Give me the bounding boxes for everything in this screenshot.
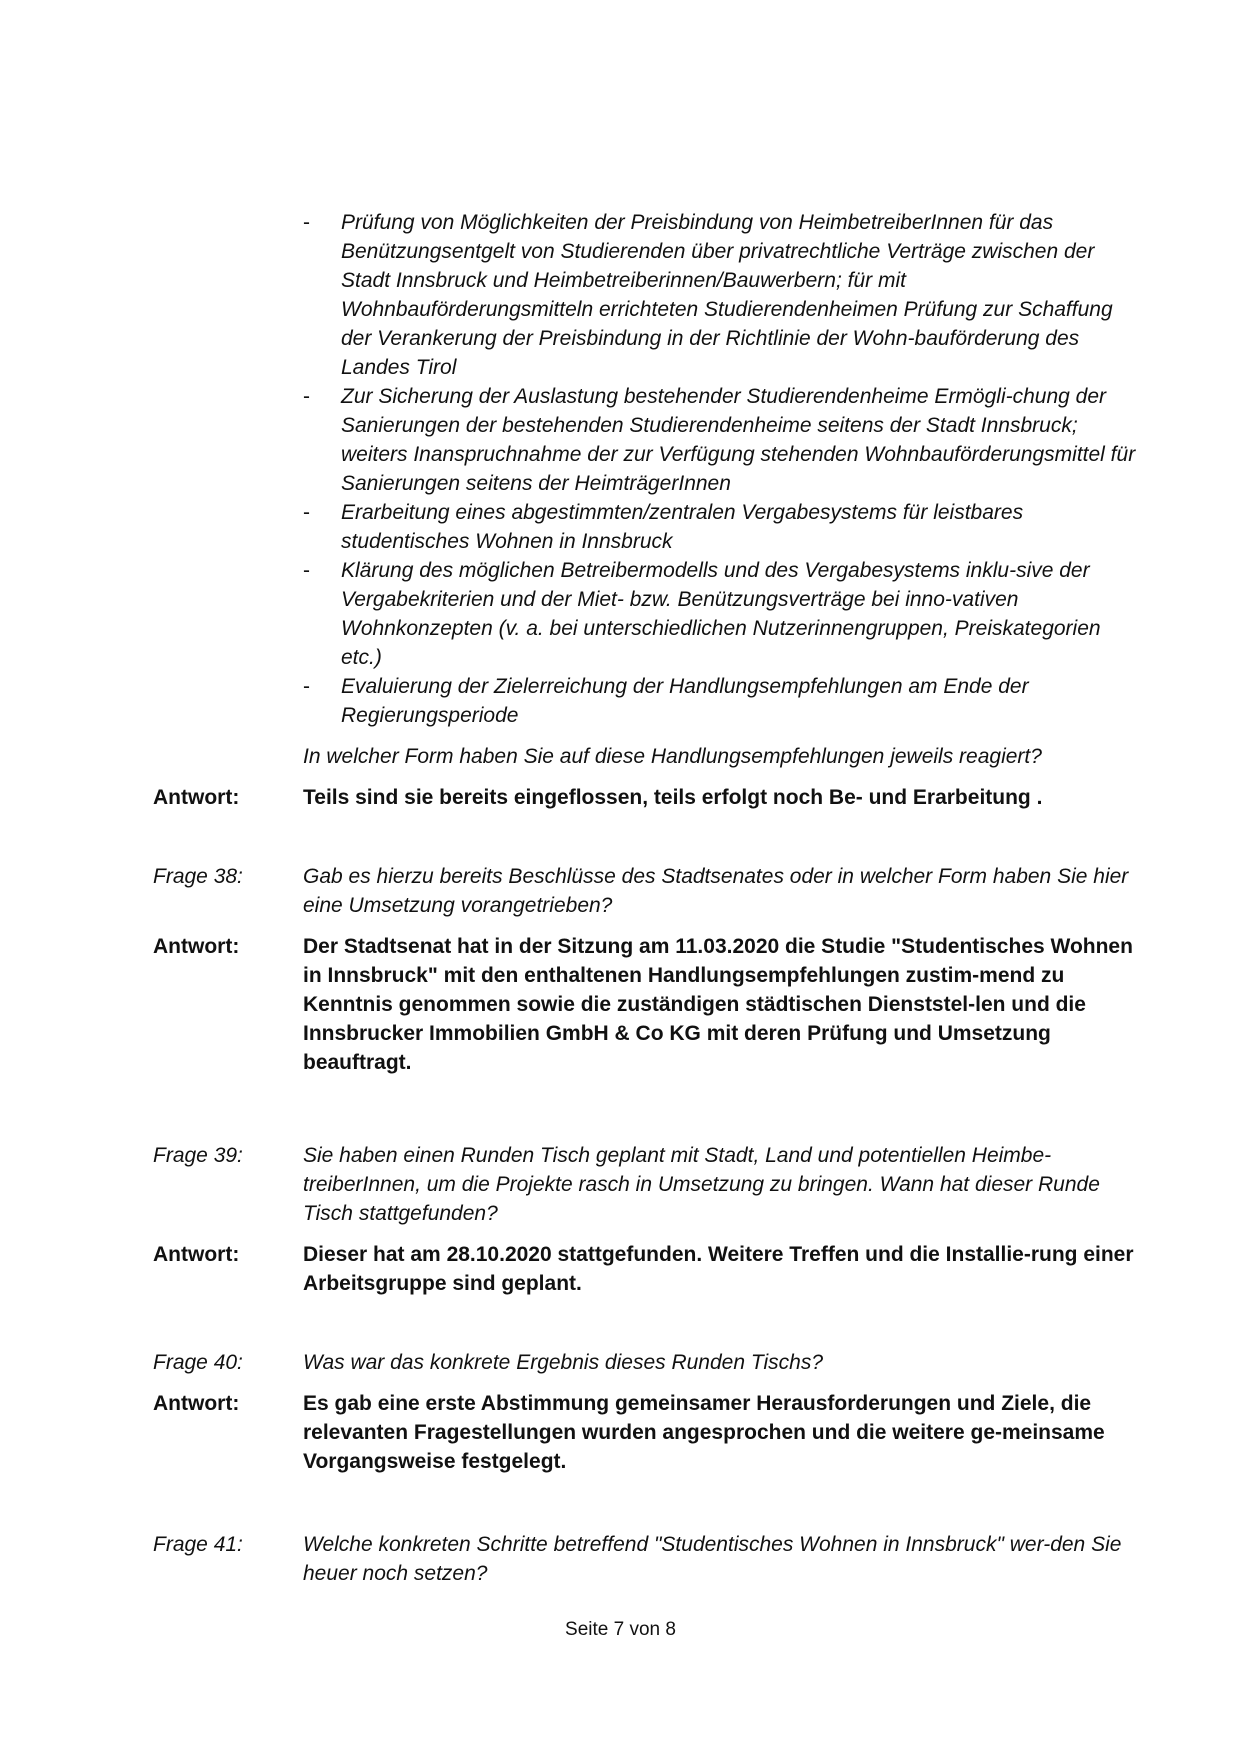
- answer-row-38: [153, 932, 1138, 1077]
- list-item: [303, 498, 1138, 556]
- list-item: [303, 556, 1138, 672]
- question-text: Was war das konkrete Ergebnis dieses Runden Tischs?: [303, 1351, 824, 1374]
- question-row-40: [153, 1348, 1138, 1377]
- question-row-39: [153, 1141, 1138, 1228]
- question-label: Frage 41:: [153, 1533, 243, 1556]
- list-item: [303, 672, 1138, 730]
- intro-question: In welcher Form haben Sie auf diese Handlungsempfehlungen jeweils reagiert?: [303, 745, 1042, 768]
- list-item-text: Evaluierung der Zielerreichung der Handlungsempfehlungen am Ende der Regierungsperiode: [341, 675, 1029, 727]
- question-text: Gab es hierzu bereits Beschlüsse des Stadtsenates oder in welcher Form haben Sie hier eine Umsetzung vorangetrieben?: [303, 865, 1129, 917]
- intro-answer-row: [153, 783, 1138, 812]
- list-item-text: Erarbeitung eines abgestimmten/zentralen Vergabesystems für leistbares studentisches Wohnen in Innsbruck: [341, 501, 1024, 553]
- question-label: Frage 40:: [153, 1351, 243, 1374]
- recommendation-list: [303, 208, 1138, 730]
- answer-text: Dieser hat am 28.10.2020 stattgefunden. Weitere Treffen und die Installie-rung einer Arbeitsgruppe sind geplant.: [303, 1243, 1134, 1295]
- list-item-text: Prüfung von Möglichkeiten der Preisbindung von HeimbetreiberInnen für das Benützungsentgelt von Studierenden über privatrechtliche Verträge zwischen der Stadt Innsbruck und Heimbetreiberinnen/Bauwerbern; für mit Wohnbauförderungsmitteln errichteten Studierendenheimen Prüfung zur Schaffung der Verankerung der Preisbindung in der Richtlinie der Wohn-bauförderung des Landes Tirol: [341, 211, 1113, 379]
- question-row-38: [153, 862, 1138, 920]
- list-item: [303, 208, 1138, 382]
- bullet-dash: -: [303, 501, 310, 524]
- question-row-41: [153, 1530, 1138, 1588]
- page-footer: Seite 7 von 8: [565, 1619, 676, 1640]
- list-item-text: Klärung des möglichen Betreibermodells und des Vergabesystems inklu-sive der Vergabekriterien und der Miet- bzw. Benützungsverträge bei inno-vativen Wohnkonzepten (v. a. bei unterschiedlichen Nutzerinnengruppen, Preiskategorien etc.): [341, 559, 1101, 669]
- answer-row-40: [153, 1389, 1138, 1476]
- bullet-dash: -: [303, 559, 310, 582]
- answer-text: Der Stadtsenat hat in der Sitzung am 11.03.2020 die Studie "Studentisches Wohnen in Innsbruck" mit den enthaltenen Handlungsempfehlungen zustim-mend zu Kenntnis genommen sowie die zuständigen städtischen Dienststel-len und die Innsbrucker Immobilien GmbH & Co KG mit deren Prüfung und Umsetzung beauftragt.: [303, 935, 1133, 1074]
- answer-text: Teils sind sie bereits eingeflossen, teils erfolgt noch Be- und Erarbeitung .: [303, 786, 1043, 809]
- answer-label: Antwort:: [153, 1243, 240, 1266]
- bullet-dash: -: [303, 675, 310, 698]
- page-content: [153, 208, 1138, 1588]
- question-label: Frage 39:: [153, 1144, 243, 1167]
- question-text: Sie haben einen Runden Tisch geplant mit Stadt, Land und potentiellen Heimbe-treiberInnen, um die Projekte rasch in Umsetzung zu bringen. Wann hat dieser Runde Tisch stattgefunden?: [303, 1144, 1100, 1225]
- question-text: Welche konkreten Schritte betreffend "Studentisches Wohnen in Innsbruck" wer-den Sie heuer noch setzen?: [303, 1533, 1122, 1585]
- bullet-dash: -: [303, 211, 310, 234]
- bullet-dash: -: [303, 385, 310, 408]
- answer-label: Antwort:: [153, 935, 240, 958]
- question-label: Frage 38:: [153, 865, 243, 888]
- answer-text: Es gab eine erste Abstimmung gemeinsamer Herausforderungen und Ziele, die relevanten Fragestellungen wurden angesprochen und die weitere ge-meinsame Vorgangsweise festgelegt.: [303, 1392, 1105, 1473]
- answer-row-39: [153, 1240, 1138, 1298]
- answer-label: Antwort:: [153, 786, 240, 809]
- list-item-text: Zur Sicherung der Auslastung bestehender Studierendenheime Ermögli-chung der Sanierungen der bestehenden Studierendenheime seitens der Stadt Innsbruck; weiters Inanspruchnahme der zur Verfügung stehenden Wohnbauförderungsmittel für Sanierungen seitens der HeimträgerInnen: [341, 385, 1136, 495]
- answer-label: Antwort:: [153, 1392, 240, 1415]
- list-item: [303, 382, 1138, 498]
